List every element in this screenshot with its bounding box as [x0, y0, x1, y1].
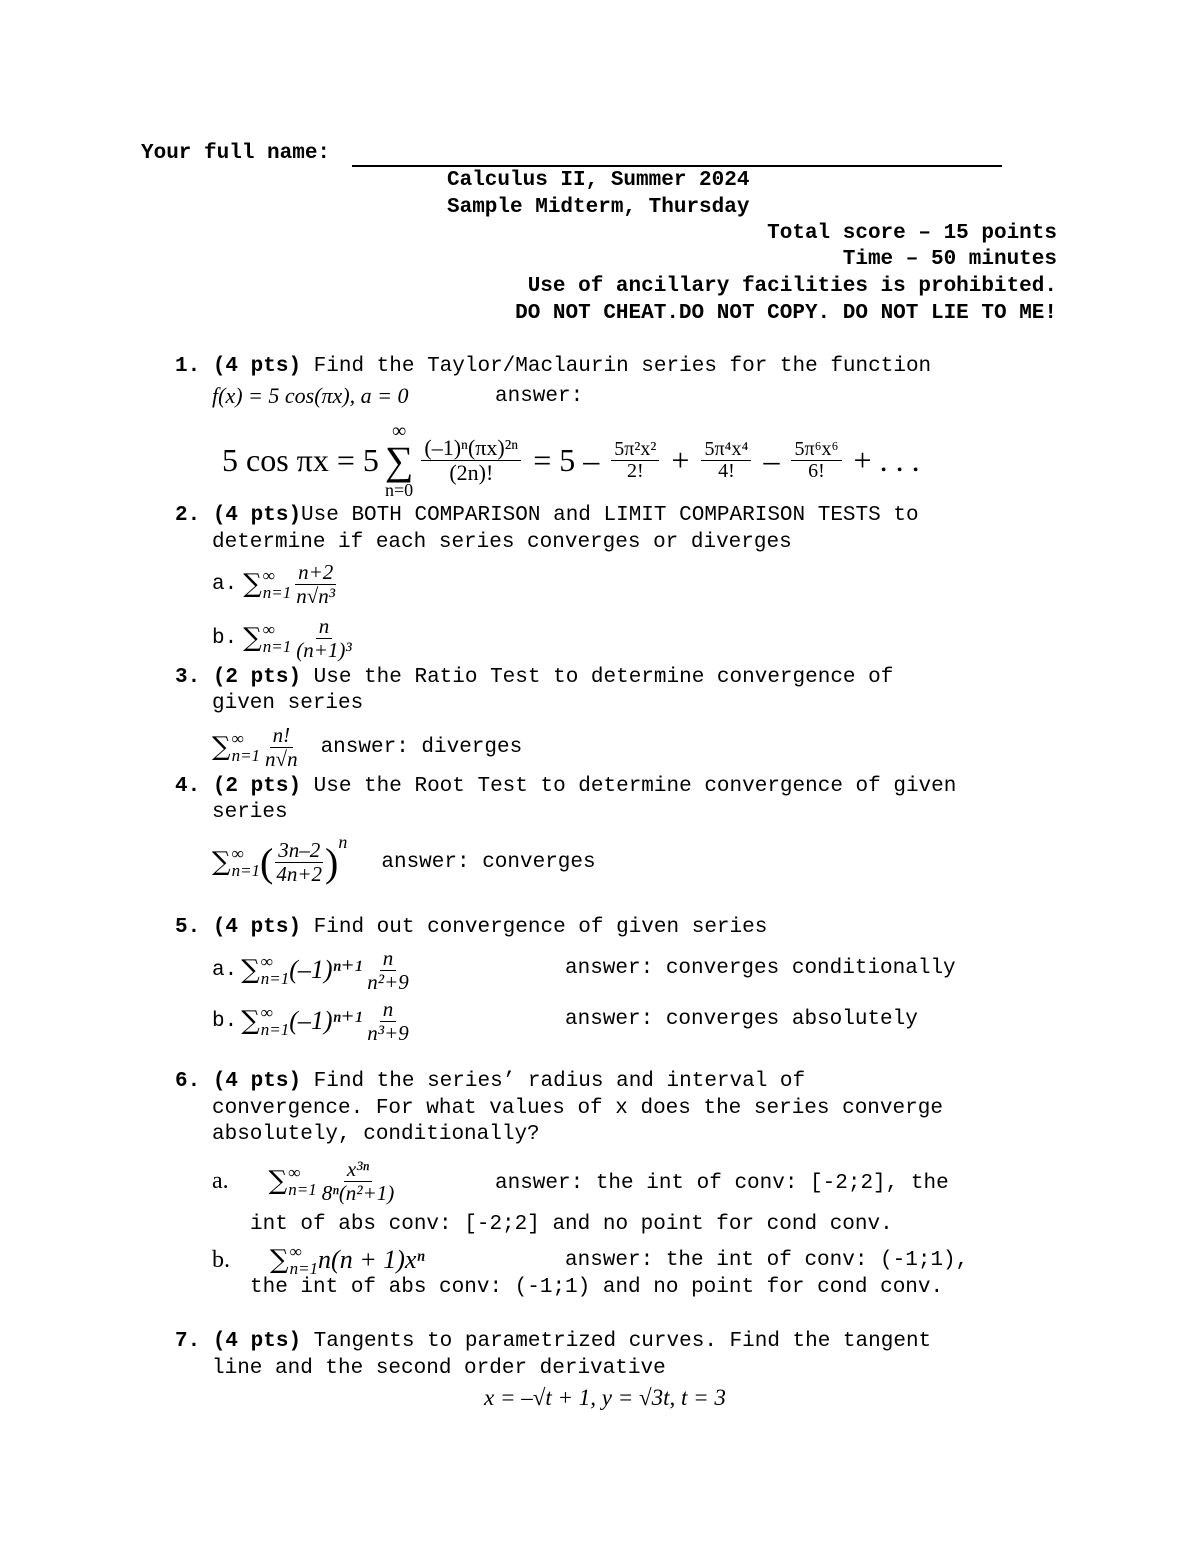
expansion-start: = 5 – — [533, 441, 600, 478]
sum-top: ∞ — [391, 420, 407, 442]
sum-limits: ∞ n=1 — [289, 1242, 319, 1278]
part-label: b. — [212, 626, 238, 650]
sum-limits: ∞ n=1 — [231, 729, 261, 765]
question-number: 2. — [175, 504, 201, 527]
answer-5a: answer: converges conditionally — [565, 957, 956, 980]
sign-factor: (–1)ⁿ⁺¹ — [289, 955, 363, 984]
series-2b — [212, 612, 357, 664]
part-label: a. — [212, 1167, 229, 1194]
sum-limits: ∞ n=1 — [262, 566, 292, 602]
question-3 — [175, 666, 893, 689]
points: (4 pts) — [212, 916, 302, 939]
sigma: ∑ — [243, 569, 262, 599]
answer-6a-cont: int of abs conv: [-2;2] and no point for cond conv. — [250, 1213, 893, 1236]
question-number: 5. — [175, 916, 201, 939]
numerator: (–1)ⁿ(πx)²ⁿ — [421, 436, 521, 460]
points: (4 pts) — [212, 1330, 302, 1353]
answer: answer: converges — [381, 850, 596, 874]
series-term: n(n + 1)xⁿ — [318, 1245, 425, 1274]
term-2 — [701, 439, 751, 482]
question-text: Find the Taylor/Maclaurin series for the function — [301, 355, 932, 378]
rule-cheat: DO NOT CHEAT.DO NOT COPY. DO NOT LIE TO ME! — [515, 302, 1057, 325]
question-text: Use BOTH COMPARISON and LIMIT COMPARISON TESTS to — [301, 504, 919, 527]
parametric-equations: x = –√t + 1, y = √3t, t = 3 — [484, 1385, 726, 1410]
sigma: ∑ — [212, 847, 231, 877]
sum-limits: ∞ n=1 — [260, 952, 290, 988]
series-6a — [212, 1150, 399, 1212]
sigma: ∑ — [212, 732, 231, 762]
part-label: a. — [212, 958, 238, 982]
course-title: Calculus II, Summer 2024 — [447, 169, 750, 192]
question-number: 1. — [175, 355, 201, 378]
numerator: 5π⁴x⁴ — [701, 439, 751, 461]
sum-limits: ∞ n=1 — [260, 1003, 290, 1039]
function-def: f(x) = 5 cos(πx), a = 0 — [212, 383, 409, 408]
question-text: Find out convergence of given series — [301, 916, 768, 939]
series-5a — [212, 944, 414, 996]
sum-limits: ∞ n=1 — [231, 844, 261, 880]
question-text: Find the series’ radius and interval of — [301, 1070, 806, 1093]
part-label: b. — [212, 1246, 230, 1273]
question-text-2: convergence. For what values of x does the series converge — [212, 1097, 943, 1120]
fraction: $\frac{3n-2}{4n+2}$ — [276, 838, 323, 886]
part-label: a. — [212, 572, 238, 596]
question-2 — [175, 504, 919, 527]
answer-6b-cont: the int of abs conv: (-1;1) and no point for cond conv. — [250, 1276, 944, 1299]
part-label: b. — [212, 1009, 238, 1033]
term-1 — [611, 439, 659, 482]
denominator: (2n)! — [449, 459, 494, 485]
question-text-2: given series — [212, 692, 364, 715]
denominator: 2! — [627, 459, 644, 482]
question-text-3: absolutely, conditionally? — [212, 1123, 540, 1146]
sum-limits: ∞ n=1 — [288, 1163, 317, 1199]
question-text: Use the Ratio Test to determine convergence of — [301, 666, 894, 689]
series-6b — [212, 1240, 425, 1280]
sigma: ∑ — [241, 955, 260, 985]
name-label: Your full name: — [141, 142, 331, 165]
question-7 — [175, 1330, 931, 1353]
sum-symbol — [385, 421, 414, 499]
lhs: 5 cos πx = 5 — [222, 441, 379, 478]
points: (4 pts) — [212, 504, 302, 527]
question-text-2: determine if each series converges or diverges — [212, 531, 792, 554]
question-number: 6. — [175, 1070, 201, 1093]
fraction: $\frac{n+2}{\text{n√n³}}$ — [296, 560, 336, 608]
series-3 — [212, 720, 522, 774]
numerator: 5π²x² — [611, 439, 659, 461]
taylor-series-answer: 5 cos πx = 5 ∞ ∑ n=0 $\frac{\text{(–1)ⁿ(πx)²ⁿ}}{(2n)!}$ = 5 – $\frac{\text{5π²x²}}{2!}$ + $\frac{\text{5π⁴x⁴}}{4!}$ – $\frac{\text{5π⁶x⁶}}{6!}$ + . . . — [222, 420, 920, 500]
question-text: Tangents to parametrized curves. Find the tangent — [301, 1330, 932, 1353]
series-2a — [212, 558, 340, 610]
sigma: ∑ — [270, 1245, 289, 1275]
numerator: 5π⁶x⁶ — [791, 439, 841, 461]
question-number: 4. — [175, 775, 201, 798]
answer-6a: answer: the int of conv: [-2;2], the — [495, 1172, 949, 1195]
term-3 — [791, 439, 841, 482]
fraction: $\frac{n!}{n√n}$ — [265, 723, 298, 771]
general-term — [421, 436, 521, 483]
points: (2 pts) — [212, 666, 302, 689]
question-text-2: line and the second order derivative — [212, 1357, 666, 1380]
question-5 — [175, 916, 767, 939]
total-score: Total score – 15 points — [767, 222, 1057, 245]
answer: answer: diverges — [320, 735, 523, 759]
fraction: $\frac{n}{\text{n²+9}}$ — [367, 946, 409, 994]
sigma: ∑ — [268, 1166, 288, 1196]
time-limit: Time – 50 minutes — [842, 248, 1057, 271]
sigma: ∑ — [243, 623, 262, 653]
denominator: 6! — [808, 459, 825, 482]
sum-limits: ∞ n=1 — [262, 620, 292, 656]
exam-title: Sample Midterm, Thursday — [447, 196, 750, 219]
question-text-2: series — [212, 801, 288, 824]
expansion-tail: + . . . — [853, 441, 920, 478]
answer-label: answer: — [495, 385, 584, 408]
rule-ancillary: Use of ancillary facilities is prohibited. — [527, 275, 1057, 298]
name-field[interactable] — [352, 165, 1002, 167]
points: (4 pts) — [212, 1070, 302, 1093]
points: (2 pts) — [212, 775, 302, 798]
question-text: Use the Root Test to determine convergence of given — [301, 775, 957, 798]
answer-5b: answer: converges absolutely — [565, 1008, 918, 1031]
sum-bottom: n=0 — [385, 480, 414, 500]
question-number: 3. — [175, 666, 201, 689]
fraction: $\frac{n}{\text{(n+1)³}}$ — [296, 614, 352, 662]
denominator: 4! — [718, 459, 735, 482]
points: (4 pts) — [212, 355, 302, 378]
series-5b — [212, 995, 414, 1047]
sigma: ∑ — [241, 1006, 260, 1036]
series-4: ∑ ∞ n=1 ( $\frac{3n-2}{4n+2}$ ) n answer: converges — [212, 832, 596, 886]
question-number: 7. — [175, 1330, 201, 1353]
answer-6b: answer: the int of conv: (-1;1), — [565, 1249, 969, 1272]
sigma: ∑ — [384, 438, 414, 483]
exponent: n — [338, 832, 348, 852]
sign-factor: (–1)ⁿ⁺¹ — [289, 1006, 363, 1035]
question-6 — [175, 1070, 805, 1093]
question-4 — [175, 775, 956, 798]
fraction: $\frac{\text{x³ⁿ}}{\text{8ⁿ(n²+1)}}$ — [321, 1157, 395, 1205]
question-1 — [175, 355, 931, 378]
fraction: $\frac{n}{\text{n³+9}}$ — [367, 997, 409, 1045]
